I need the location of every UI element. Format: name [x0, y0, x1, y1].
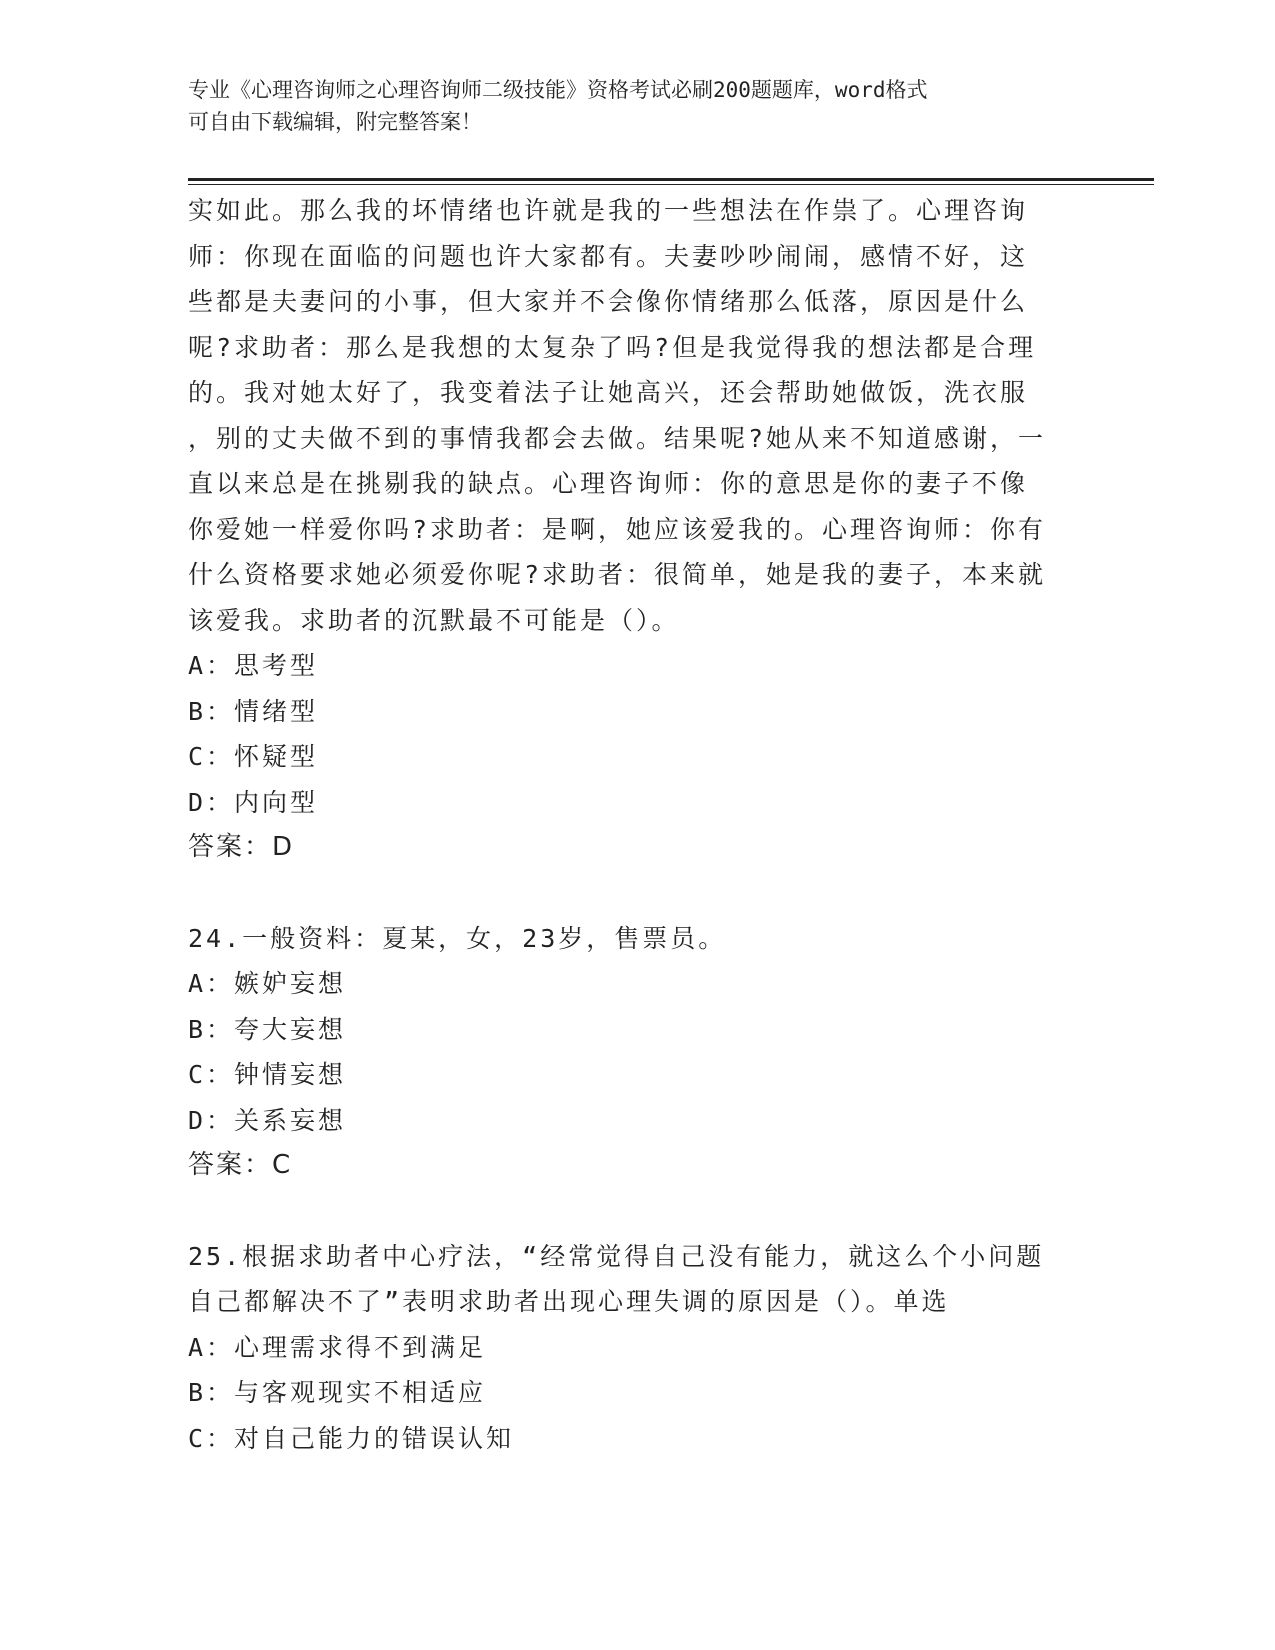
header-divider-thick [188, 178, 1154, 181]
option-a: A：思考型 [188, 651, 319, 680]
question-stem: 24.一般资料：夏某，女，23岁，售票员。 [188, 923, 727, 953]
document-header [188, 74, 1088, 138]
question-text-line: 呢?求助者：那么是我想的太复杂了吗?但是我觉得我的想法都是合理 [188, 332, 1037, 362]
question-23 [188, 188, 1088, 871]
header-line-2: 可自由下载编辑，附完整答案！ [188, 110, 482, 134]
spacer [188, 871, 1088, 916]
question-text-line: 你爱她一样爱你吗?求助者：是啊，她应该爱我的。心理咨询师：你有 [188, 514, 1047, 544]
header-line-1: 专业《心理咨询师之心理咨询师二级技能》资格考试必刷200题题库，word格式 [188, 78, 928, 102]
option-b: B：与客观现实不相适应 [188, 1378, 487, 1407]
answer-line: 答案：C [188, 1150, 293, 1180]
question-24 [188, 916, 1088, 1189]
option-c: C：怀疑型 [188, 742, 319, 771]
answer-line: 答案：D [188, 832, 295, 862]
question-text-line: ，别的丈夫做不到的事情我都会去做。结果呢?她从来不知道感谢，一 [188, 423, 1047, 453]
question-text-line: 自己都解决不了”表明求助者出现心理失调的原因是（）。单选 [188, 1287, 950, 1316]
document-body [188, 188, 1088, 1461]
header-divider-thin [188, 184, 1154, 185]
question-text-line: 什么资格要求她必须爱你呢?求助者：很简单，她是我的妻子，本来就 [188, 560, 1047, 589]
question-text-line: 实如此。那么我的坏情绪也许就是我的一些想法在作祟了。心理咨询 [188, 196, 1029, 225]
option-b: B：夸大妄想 [188, 1014, 347, 1044]
option-c: C：钟情妄想 [188, 1060, 347, 1089]
question-text-line: 的。我对她太好了，我变着法子让她高兴，还会帮助她做饭，洗衣服 [188, 378, 1029, 407]
question-text-line: 25.根据求助者中心疗法，“经常觉得自己没有能力，就这么个小问题 [188, 1241, 1045, 1271]
option-a: A：心理需求得不到满足 [188, 1332, 487, 1362]
question-text-line: 些都是夫妻问的小事，但大家并不会像你情绪那么低落，原因是什么 [188, 287, 1029, 316]
spacer [188, 1189, 1088, 1234]
question-text-line: 师：你现在面临的问题也许大家都有。夫妻吵吵闹闹，感情不好，这 [188, 241, 1029, 271]
option-c: C：对自己能力的错误认知 [188, 1423, 515, 1453]
question-text-line: 该爱我。求助者的沉默最不可能是（）。 [188, 605, 680, 635]
question-25 [188, 1234, 1088, 1462]
option-a: A：嫉妒妄想 [188, 969, 347, 998]
option-b: B：情绪型 [188, 696, 319, 726]
question-text-line: 直以来总是在挑剔我的缺点。心理咨询师：你的意思是你的妻子不像 [188, 469, 1029, 498]
option-d: D：内向型 [188, 787, 319, 817]
option-d: D：关系妄想 [188, 1105, 347, 1135]
